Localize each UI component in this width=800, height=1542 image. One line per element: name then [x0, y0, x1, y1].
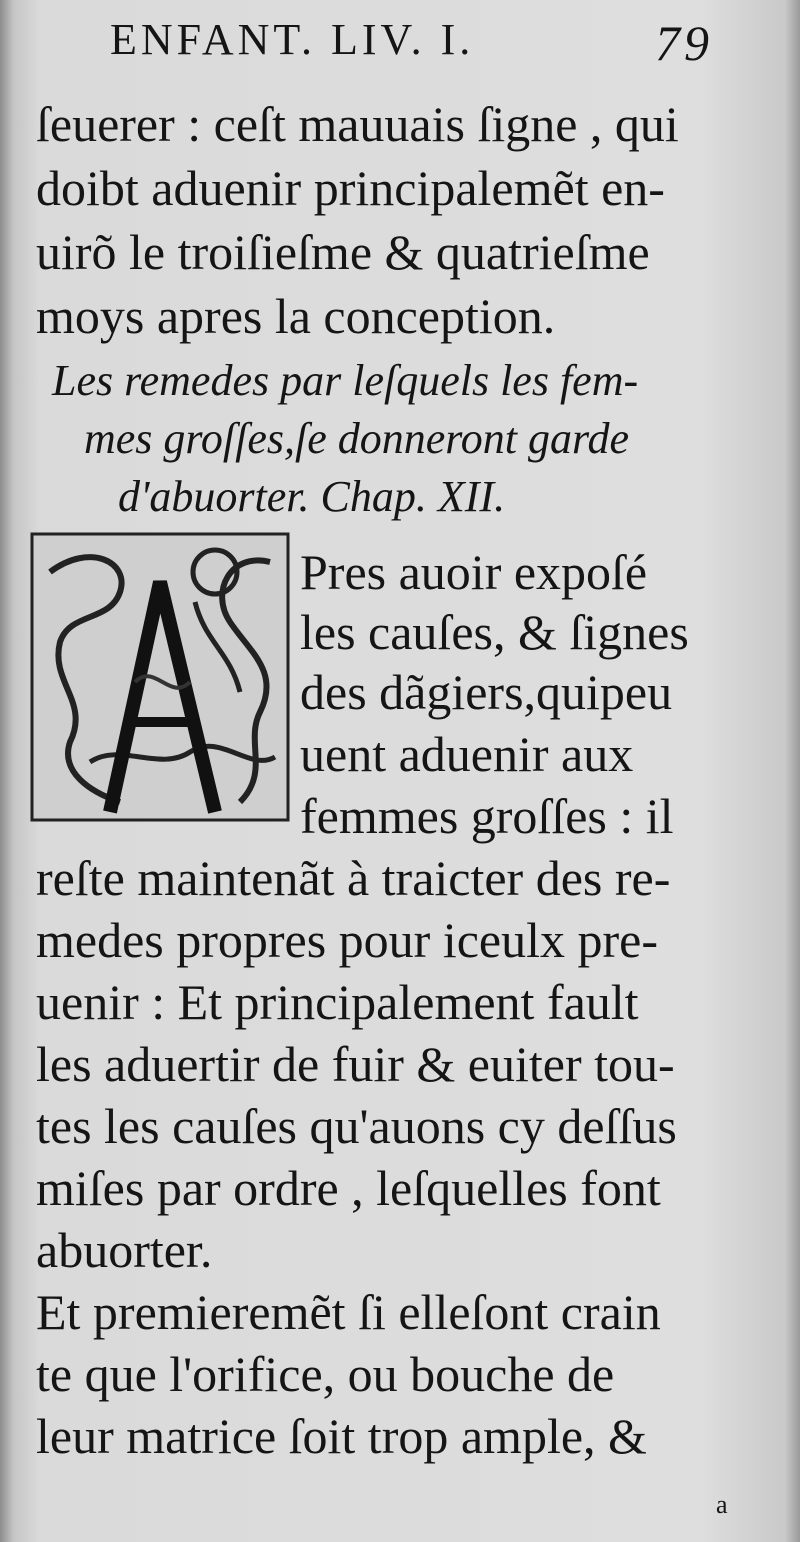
text-line: uenir : Et principalement fault — [36, 974, 639, 1030]
chapter-heading-line: mes groſſes,ſe donneront garde — [84, 414, 630, 463]
catchword: a — [716, 1490, 728, 1519]
text-line: reſte maintenãt à traicter des re- — [36, 850, 671, 906]
chapter-heading-line: d'abuorter. Chap. XII. — [118, 472, 506, 521]
decorated-initial-A-icon — [30, 532, 290, 822]
running-head: ENFANT. LIV. I. — [110, 15, 475, 64]
text-line: tes les cauſes qu'auons cy deſſus — [36, 1098, 677, 1154]
text-line: medes propres pour iceulx pre- — [36, 912, 658, 968]
text-line: Et premieremẽt ſi elleſont crain — [36, 1284, 661, 1340]
text-line: des dãgiers,quipeu — [300, 664, 673, 720]
page-number: 79 — [655, 15, 713, 71]
text-line: leur matrice ſoit trop ample, & — [36, 1408, 647, 1464]
text-line: les cauſes, & ſignes — [300, 604, 689, 660]
text-line: te que l'orifice, ou bouche de — [36, 1346, 615, 1402]
text-line: femmes groſſes : il — [300, 788, 674, 844]
text-line: doibt aduenir principalemẽt en- — [36, 160, 665, 216]
text-line: abuorter. — [36, 1222, 213, 1278]
chapter-heading-line: Les remedes par leſquels les fem- — [52, 356, 639, 405]
text-line: les aduertir de fuir & euiter tou- — [36, 1036, 675, 1092]
text-line: moys apres la conception. — [36, 288, 556, 344]
text-line: uent aduenir aux — [300, 726, 634, 782]
page-header — [110, 14, 730, 74]
text-line: miſes par ordre , leſquelles font — [36, 1160, 661, 1216]
text-line: Pres auoir expoſé — [300, 544, 648, 600]
text-line: uirõ le troiſieſme & quatrieſme — [36, 224, 650, 280]
text-line: ſeuerer : ceſt mauuais ſigne , qui — [36, 96, 679, 152]
